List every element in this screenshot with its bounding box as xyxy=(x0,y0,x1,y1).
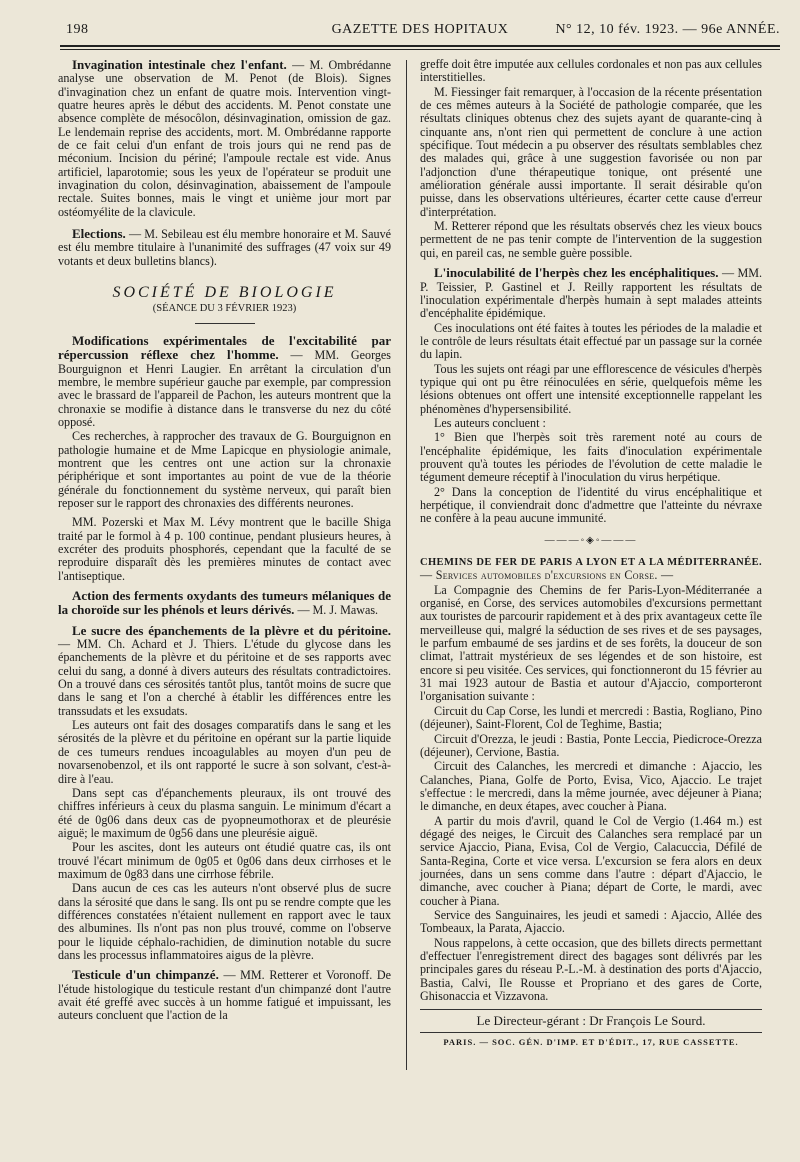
article-body: — M. Ombrédanne analyse une observation de M. Penot (de Blois). Signes d'invagination chez un enfant de quatre mois. Intervention vingt-quatre heures après le début des accidents. M. Penot constate une absence complète de mésocôlon, désinvagination, omission de gaz. Le lendemain reprise des accidents, mort. M. Ombrédanne rapporte de ce fait celui d'un enfant de trois jours qui ne rend pas de méconium. Incision du périné; l'ampoule rectale est vide. Anus artificiel, laparotomie; sous les yeux de l'opérateur se produit une invagination du colon, désinvagination, abaissement de l'ampoule rectale. Suites bonnes, mais le vingt et unième jour mort par ostéomyélite de la clavicule. xyxy=(58,58,391,219)
article-body: — MM. Ch. Achard et J. Thiers. L'étude du glycose dans les épanchements de la plèvre et du péritoine et de ses rapports avec celui du sang, a donné à divers auteurs des résultats contradictoires. On a trouvé dans ces sérosités tantôt plus, tantôt moins de sucre que dans le sang et l'on a cherché à établir les différences entre les transsudats et les exsudats. xyxy=(58,637,391,718)
page-number: 198 xyxy=(66,22,89,37)
article-continuation: greffe doit être imputée aux cellules cordonales et non pas aux cellules interstitielles. xyxy=(420,57,762,85)
section-title: SOCIÉTÉ DE BIOLOGIE xyxy=(112,284,337,302)
article-subheading: — Services automobiles d'excursions en Corse. — xyxy=(420,568,674,583)
article-paragraph: Ces inoculations ont été faites à toutes les périodes de la maladie et le contrôle de leurs résultats était effectué par un passage sur la cornée du lapin. xyxy=(420,320,762,362)
article-paragraph: Circuit des Calanches, les mercredi et dimanche : Ajaccio, les Calanches, Piana, Golfe de Porto, Evisa, Vico, Ajaccio. Le trajet s'effectue : le mercredi, dans la même journée, avec déjeuner à Piana; le dimanche, en deux étapes, avec coucher à Piana. xyxy=(420,759,762,814)
article-body: — MM. P. Teissier, P. Gastinel et J. Reilly rapportent les résultats de l'inoculation expérimentale d'herpès humain à sept malades atteints d'encéphalite épidémique. xyxy=(420,266,763,321)
article-elections xyxy=(58,227,391,268)
article-sucre xyxy=(58,624,391,718)
article-body: — MM. Georges Bourguignon et Henri Laugier. En arrêtant la circulation d'un membre, le membre supérieur gauche par exemple, par compression avec le brassard de l'appareil de Pachon, les auteurs montrent que la chronaxie se modifie à distance dans le transverse du nez du côté opposé. xyxy=(58,348,392,429)
article-heading: Testicule d'un chimpanzé. xyxy=(72,967,219,983)
article-paragraph: Pour les ascites, dont les auteurs ont étudié quatre cas, ils ont trouvé l'écart minimum de 0g05 et 0g06 dans deux cirrhoses et le maximum de 0g83 dans une cirrhose fébrile. xyxy=(58,840,391,881)
article-fiessinger: M. Fiessinger fait remarquer, à l'occasion de la récente présentation de ces mêmes auteurs à la Société de pathologie comparée, que les résultats cliniques obtenus chez des sujets ayant de quarante-cinq à cinquante ans, n'ont rien qui permettent de conclure à une action spécifique. Tout médecin a pu observer des résultats semblables chez des malades qui, grâce à une suggestion favorisée ou non par l'adjonction d'une thérapeutique tonique, ont présenté une amélioration générale aussi importante. Il serait désirable qu'on puisse, dans les observations ultérieures, écarter cette cause d'erreur d'interprétation. xyxy=(420,84,762,219)
article-rail xyxy=(420,555,762,583)
article-pozerski: MM. Pozerski et Max M. Lévy montrent que le bacille Shiga traité par le formol à 4 p. 100 continue, pendant plusieurs heures, à excréter des produits phosphorés, cependant que la faculté de se reproduire disparaît dès les premières minutes de contact avec l'antiseptique. xyxy=(58,515,391,583)
article-body: — M. Sebileau est élu membre honoraire et M. Sauvé est élu membre titulaire à l'unanimité des suffrages (47 voix sur 49 votants et deux bulletins blancs). xyxy=(58,227,391,268)
article-body: — MM. Retterer et Voronoff. De l'étude histologique du testicule restant d'un chimpanzé dont l'autre avait été greffé avec succès à un homme fatigué et impuissant, les auteurs concluent que l'action de la xyxy=(58,968,391,1023)
article-paragraph: Les auteurs concluent : xyxy=(434,415,546,430)
article-modifications xyxy=(58,334,391,429)
section-session: (SÉANCE DU 3 FÉVRIER 1923) xyxy=(152,302,297,314)
article-herpes xyxy=(420,266,762,320)
column-divider xyxy=(406,60,407,1070)
article-paragraph: Les auteurs ont fait des dosages comparatifs dans le sang et les sérosités de la plèvre et du péritoine en opérant sur la partie liquide de ces tumeurs rendues incoagulables au moyen d'un peu de novarsenobenzol, et ils ont rapporté le sucre à son solvant, c'est-à-dire à l'eau. xyxy=(58,718,391,786)
left-column xyxy=(58,58,391,1024)
article-heading: Elections. xyxy=(72,226,126,242)
article-paragraph: 1° Bien que l'herpès soit très rarement noté au cours de l'encéphalite épidémique, les faits d'inoculation expérimentale prouvent qu'à toutes les périodes de l'évolution de cette maladie le tégument demeure réceptif à l'inoculation du virus herpétique. xyxy=(420,430,762,485)
page-header xyxy=(60,22,780,42)
issue-info: N° 12, 10 fév. 1923. — 96e ANNÉE. xyxy=(555,22,780,37)
section-rule xyxy=(195,323,255,324)
article-paragraph: Ces recherches, à rapprocher des travaux de G. Bourguignon en pathologie humaine et de Mme Lapicque en physiologie animale, montrent que les centres ont une action sur la chronaxie périphérique et sont importantes au point de vue de la théorie générale du fonctionnement du système nerveux, qui paraît bien reposer sur le rapport des chronaxies des différents neurones. xyxy=(58,429,391,510)
article-heading: Le sucre des épanchements de la plèvre et du péritoine. xyxy=(72,622,391,638)
article-paragraph: Service des Sanguinaires, les jeudi et samedi : Ajaccio, Allée des Tombeaux, la Parata, Ajaccio. xyxy=(420,907,762,936)
article-ferments xyxy=(58,589,391,618)
printer-line: PARIS. — SOC. GÉN. D'IMP. ET D'ÉDIT., 17, RUE CASSETTE. xyxy=(420,1032,762,1049)
article-heading: Action des ferments oxydants des tumeurs mélaniques de la choroïde sur les phénols et leurs dérivés. xyxy=(58,588,391,618)
article-paragraph: Circuit d'Orezza, le jeudi : Bastia, Ponte Leccia, Piedicroce-Orezza (déjeuner), Cervione, Bastia. xyxy=(420,731,762,759)
article-paragraph: Circuit du Cap Corse, les lundi et mercredi : Bastia, Rogliano, Pino (déjeuner), Saint-Florent, Col de Teghime, Bastia; xyxy=(420,703,762,732)
header-rule xyxy=(60,45,780,47)
header-rule-thin xyxy=(60,49,780,50)
article-heading: CHEMINS DE FER DE PARIS A LYON ET A LA MÉDITERRANÉE. xyxy=(420,557,762,569)
article-invagination xyxy=(58,58,391,219)
article-paragraph: Dans sept cas d'épanchements pleuraux, ils ont trouvé des chiffres inférieurs à ceux du plasma sanguin. Le minimum d'écart a été de 0g06 dans deux cas de pyopneumothorax et de pleurésie aiguë; le maximum de 0g56 dans une pleurésie aiguë. xyxy=(58,785,391,840)
article-heading: Modifications expérimentales de l'excitabilité par répercussion réflexe chez l'homme. xyxy=(58,332,391,363)
article-paragraph: 2° Dans la conception de l'identité du virus encéphalitique et herpétique, il conviendrait donc d'admettre que l'atteinte du névraxe ne confère à la peau aucune immunité. xyxy=(420,484,762,526)
article-heading: Invagination intestinale chez l'enfant. xyxy=(72,57,287,72)
right-column xyxy=(420,58,762,1049)
article-paragraph: La Compagnie des Chemins de fer Paris-Lyon-Méditerranée a organisé, en Corse, des services automobiles d'excursions permettant aux touristes de parcourir rapidement et à des prix avantageux cette île merveilleuse qui, malgré la séduction de ses rives et de ses paysages, le parfum embaumé de ses jardins et de ses forêts, la douceur de son climat, l'attrait mystérieux de ses légendes et de son histoire, est encore si peu visitée. Ces services, qui fonctionneront du 15 février au 31 mai 1923 autour de Bastia et autour d'Ajaccio, comporteront l'organisation suivante : xyxy=(420,582,762,704)
director-line: Le Directeur-gérant : Dr François Le Sourd. xyxy=(476,1013,706,1029)
article-paragraph: Tous les sujets ont réagi par une efflorescence de vésicules d'herpès typique qui ont pu être réinoculées en série, quelquefois même les lésions obtenues ont offert une intensité exceptionnelle rappelant les phénomènes d'hypersensibilité. xyxy=(420,361,762,416)
article-paragraph: Dans aucun de ces cas les auteurs n'ont observé plus de sucre dans la sérosité que dans le sang. Ils ont pu se rendre compte que les différences constatées n'étaient nullement en rapport avec le taux des albumines. Ils n'ont pas non plus trouvé, comme on l'observe pour le liquide céphalo-rachidien, de diminution notable du sucre dans les processus inflammatoires aigus de la plèvre. xyxy=(58,881,391,962)
article-heading: L'inoculabilité de l'herpès chez les encéphalitiques. xyxy=(434,265,719,281)
page-footer xyxy=(420,1009,762,1049)
article-body: — M. J. Mawas. xyxy=(297,603,379,618)
ornament-divider: ———◦◈◦——— xyxy=(544,534,638,546)
article-paragraph: A partir du mois d'avril, quand le Col de Vergio (1.464 m.) est dégagé des neiges, le Circuit des Calanches sera remplacé par un service Ajaccio, Piana, Evisa, Col de Vergio, Calacuccia, Défilé de Santa-Regina, Corte et vice versa. L'excursion se fera alors en deux journées, dans un sens comme dans l'autre : départ d'Ajaccio, le dimanche, avec coucher à Piana; départ de Corte, le mardi, avec coucher à Piana. xyxy=(420,813,762,908)
article-paragraph: Nous rappelons, à cette occasion, que des billets directs permettant d'effectuer l'enregistrement direct des bagages sont délivrés par les principales gares du réseau P.-L.-M. à destination des ports d'Ajaccio, Bastia, Calvi, Ile Rousse et Propriano et des gares de Corte, Ghisonaccia et Vizzavona. xyxy=(420,935,762,1004)
journal-title: GAZETTE DES HOPITAUX xyxy=(331,22,509,37)
article-retterer: M. Retterer répond que les résultats observés chez les vieux boucs permettent de ne pas tenir compte de l'intervention de la suggestion qui, en pareil cas, ne semble guère possible. xyxy=(420,219,762,260)
article-testicule xyxy=(58,968,391,1022)
